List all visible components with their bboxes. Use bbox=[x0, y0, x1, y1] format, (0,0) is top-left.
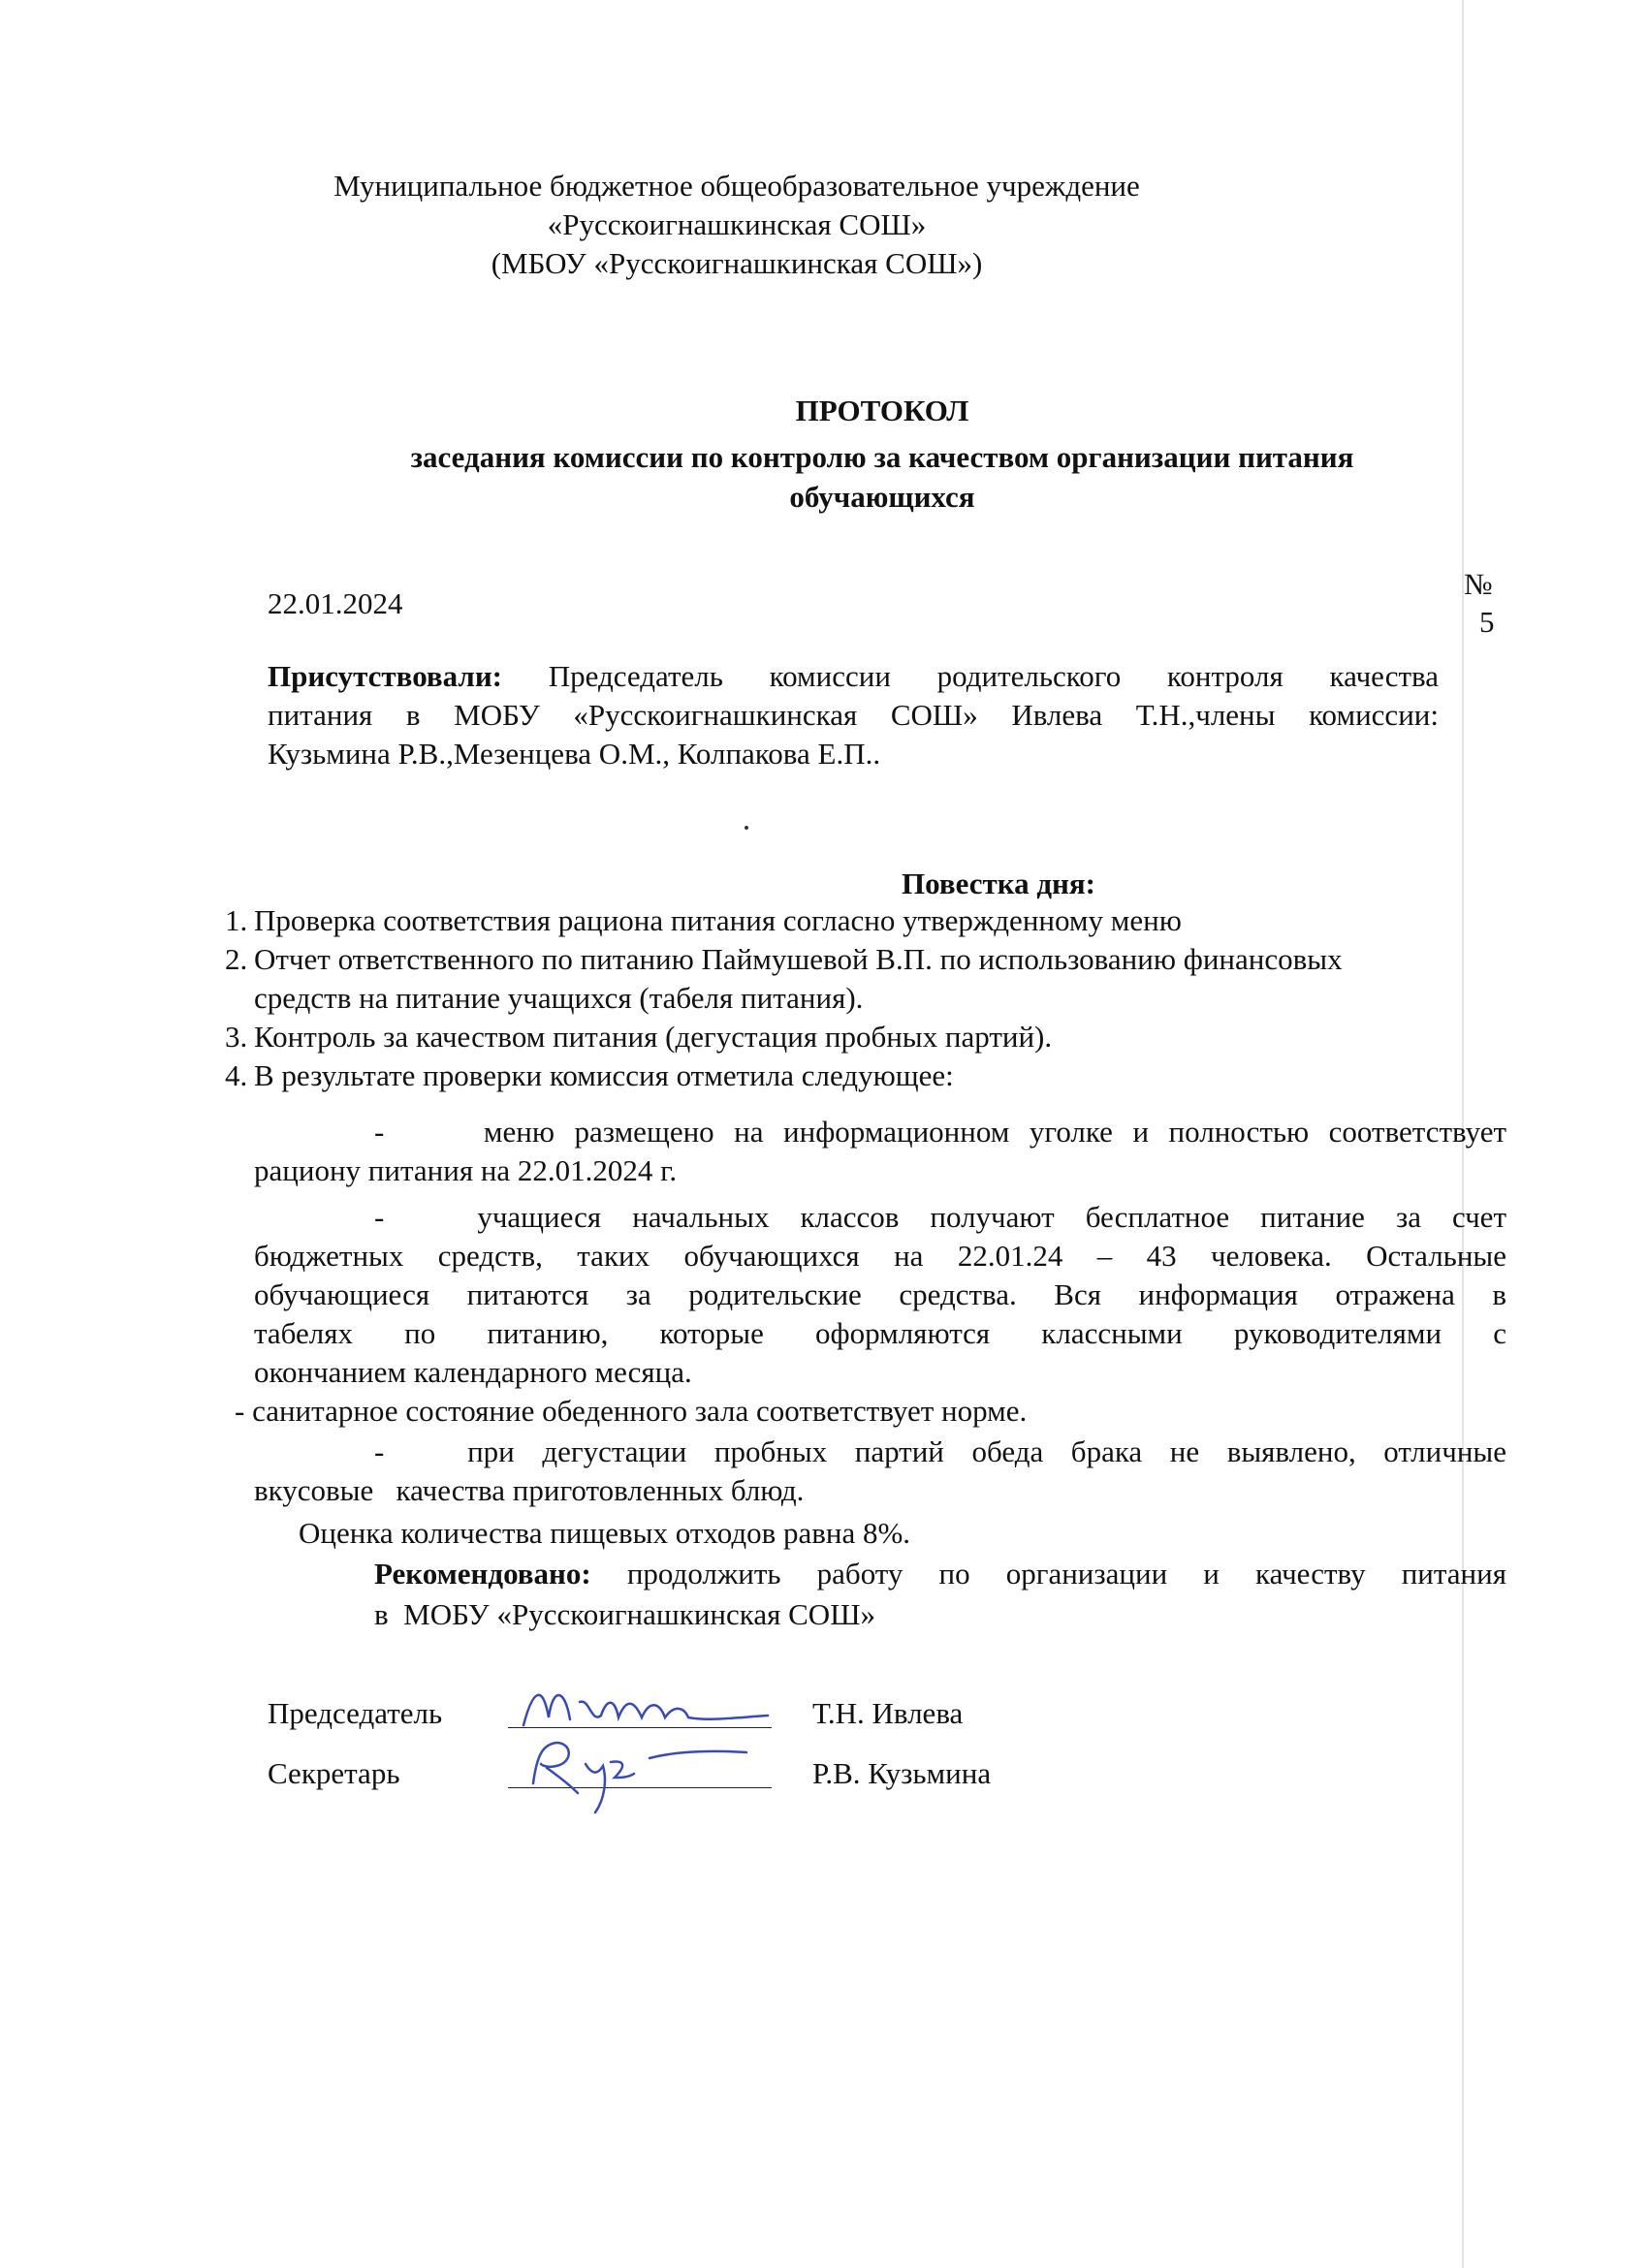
secretary-signature bbox=[514, 1716, 776, 1822]
chair-name: Т.Н. Ивлева bbox=[812, 1696, 964, 1730]
agenda-item-1: Проверка соответствия рациона питания согласно утвержденному меню bbox=[254, 903, 1182, 937]
institution-name: Муниципальное бюджетное общеобразовательное учреждение bbox=[333, 169, 1140, 203]
institution-short-name: «Русскоигнашкинская СОШ» bbox=[547, 207, 927, 241]
finding-2-line-3: обучающиеся питаются за родительские средства. Вся информация отражена в bbox=[254, 1277, 1506, 1311]
agenda-item-2-number: 2. bbox=[225, 942, 248, 976]
agenda-item-4-number: 4. bbox=[225, 1058, 248, 1092]
chair-role: Председатель bbox=[268, 1696, 443, 1730]
document-subtitle: заседания комиссии по контролю за качеством организации питания bbox=[410, 440, 1354, 474]
document-title: ПРОТОКОЛ bbox=[795, 394, 969, 427]
finding-1-line-2: рациону питания на 22.01.2024 г. bbox=[254, 1153, 678, 1187]
protocol-number-sign: № bbox=[1464, 567, 1493, 601]
agenda-item-3: Контроль за качеством питания (дегустация пробных партий). bbox=[254, 1020, 1053, 1054]
finding-1-line-1: - меню размещено на информационном уголке и полностью соответствует bbox=[374, 1115, 1506, 1149]
attendees-line-1 bbox=[268, 657, 1439, 696]
attendees-label: Присутствовали: bbox=[268, 659, 503, 693]
finding-2-line-5: окончанием календарного месяца. bbox=[254, 1355, 692, 1389]
agenda-item-4: В результате проверки комиссия отметила следующее: bbox=[254, 1058, 954, 1092]
food-waste-estimate: Оценка количества пищевых отходов равна 8%. bbox=[299, 1516, 911, 1550]
finding-4-line-1: - при дегустации пробных партий обеда брака не выявлено, отличные bbox=[374, 1434, 1506, 1468]
institution-abbreviation: (МБОУ «Русскоигнашкинская СОШ») bbox=[491, 246, 983, 280]
chair-signature-text: Ивлева bbox=[582, 1729, 586, 1730]
recommendation-line-1 bbox=[374, 1555, 1506, 1593]
attendees-line-3: Кузьмина Р.В.,Мезенцева О.М., Колпакова Е.П.. bbox=[268, 737, 881, 771]
secretary-role: Секретарь bbox=[268, 1756, 400, 1790]
finding-2-line-1: - учащиеся начальных классов получают бесплатное питание за счет bbox=[374, 1200, 1506, 1234]
attendees-text: Председатель комиссии родительского контроля качества bbox=[548, 659, 1440, 693]
protocol-date: 22.01.2024 bbox=[268, 586, 403, 620]
document-subtitle-continued: обучающихся bbox=[789, 480, 975, 514]
recommendation-line-2: в МОБУ «Русскоигнашкинская СОШ» bbox=[374, 1597, 875, 1631]
stray-dot bbox=[745, 826, 748, 830]
agenda-item-1-number: 1. bbox=[225, 903, 248, 937]
agenda-item-2-continued: средств на питание учащихся (табеля питания). bbox=[254, 981, 864, 1015]
agenda-item-3-number: 3. bbox=[225, 1020, 248, 1054]
agenda-heading: Повестка дня: bbox=[902, 866, 1095, 900]
finding-2-line-4: табелях по питанию, которые оформляются классными руководителями с bbox=[254, 1316, 1506, 1350]
secretary-signature-text: Куз bbox=[582, 1776, 584, 1777]
finding-4-line-2: вкусовые качества приготовленных блюд. bbox=[254, 1473, 805, 1507]
finding-2-line-2: бюджетных средств, таких обучающихся на 22.01.24 – 43 человека. Остальные bbox=[254, 1239, 1506, 1273]
agenda-item-2: Отчет ответственного по питанию Паймушевой В.П. по использованию финансовых bbox=[254, 942, 1343, 976]
secretary-name: Р.В. Кузьмина bbox=[812, 1756, 992, 1790]
protocol-number: 5 bbox=[1479, 605, 1495, 639]
finding-3: - санитарное состояние обеденного зала соответствует норме. bbox=[235, 1394, 1028, 1428]
attendees-line-2: питания в МОБУ «Русскоигнашкинская СОШ» Ивлева Т.Н.,члены комиссии: bbox=[268, 698, 1439, 732]
recommendation-label: Рекомендовано: bbox=[374, 1557, 591, 1591]
recommendation-text: продолжить работу по организации и качеству питания bbox=[626, 1557, 1506, 1591]
